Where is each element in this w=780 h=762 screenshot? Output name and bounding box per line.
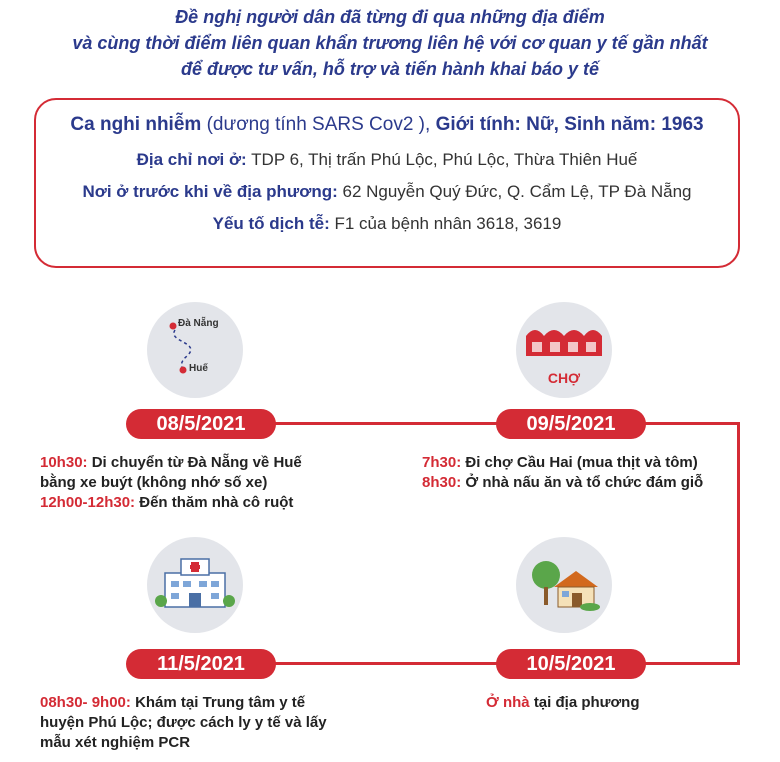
intro-line-2: và cùng thời điểm liên quan khẩn trương liên hệ với cơ quan y tế gần nhất — [72, 33, 708, 53]
event-0805-time-2: 12h00-12h30: — [40, 494, 136, 511]
city-label-da-nang: Đà Nẵng — [178, 318, 219, 329]
event-0905-time-1: 7h30: — [422, 454, 462, 471]
gender-value: Nữ, — [526, 114, 559, 135]
event-0805-line-2 — [40, 493, 370, 513]
event-1105-time-1: 08h30- 9h00: — [40, 694, 131, 711]
hospital-icon — [147, 537, 243, 633]
case-title-label: Ca nghi nhiễm — [70, 114, 202, 135]
hospital-building-icon — [147, 537, 243, 633]
event-1005-text: tại địa phương — [533, 694, 640, 711]
event-1105-text-1a: Khám tại Trung tâm y tế — [135, 694, 306, 711]
event-0805-text-1b: bằng xe buýt (không nhớ số xe) — [40, 474, 268, 491]
route-path-icon — [147, 302, 243, 398]
timeline-connector-top — [200, 422, 740, 425]
previous-address-value: 62 Nguyễn Quý Đức, Q. Cẩm Lệ, TP Đà Nẵng — [342, 182, 692, 201]
previous-address-line — [36, 182, 738, 202]
event-0805-text-2: Đến thăm nhà cô ruột — [139, 494, 294, 511]
event-1105 — [40, 693, 370, 753]
event-0905-text-1: Đi chợ Cầu Hai (mua thịt và tôm) — [465, 454, 698, 471]
previous-address-label: Nơi ở trước khi về địa phương: — [82, 182, 338, 201]
event-1005-highlight: Ở nhà — [486, 694, 530, 711]
event-0805 — [40, 453, 370, 513]
city-label-hue: Huế — [189, 363, 208, 374]
event-1105-text-1b: huyện Phú Lộc; được cách ly y tế và lấy — [40, 714, 327, 731]
home-icon — [516, 537, 612, 633]
date-pill-0905: 09/5/2021 — [496, 409, 646, 439]
case-title-detail: (dương tính SARS Cov2 ), — [206, 114, 431, 135]
event-1105-line-1 — [40, 693, 370, 713]
house-tree-icon — [516, 537, 612, 633]
birth-value: 1963 — [661, 114, 704, 135]
date-pill-0805: 08/5/2021 — [126, 409, 276, 439]
intro-line-3: để được tư vấn, hỗ trợ và tiến hành khai báo y tế — [181, 59, 599, 79]
event-0805-time-1: 10h30: — [40, 454, 88, 471]
date-pill-1005: 10/5/2021 — [496, 649, 646, 679]
event-0905-line-1 — [422, 453, 742, 473]
birth-label: Sinh năm: — [564, 114, 657, 135]
intro-text — [0, 4, 780, 82]
timeline-connector-bottom — [200, 662, 740, 665]
route-map-icon — [147, 302, 243, 398]
event-0805-text-1a: Di chuyển từ Đà Nẵng về Huế — [91, 454, 302, 471]
address-label: Địa chỉ nơi ở: — [136, 150, 247, 169]
case-title-line — [36, 114, 738, 136]
epidemiology-line — [36, 214, 738, 234]
intro-line-1: Đề nghị người dân đã từng đi qua những địa điểm — [175, 7, 605, 27]
gender-label: Giới tính: — [435, 114, 521, 135]
address-value: TDP 6, Thị trấn Phú Lộc, Phú Lộc, Thừa Thiên Huế — [251, 150, 638, 169]
case-info-box — [34, 98, 740, 268]
event-0905-time-2: 8h30: — [422, 474, 462, 491]
event-0905-text-2: Ở nhà nấu ăn và tổ chức đám giỗ — [465, 474, 704, 491]
event-1105-text-1c: mẫu xét nghiệm PCR — [40, 734, 191, 751]
address-line — [36, 150, 738, 170]
epidemiology-value: F1 của bệnh nhân 3618, 3619 — [334, 214, 562, 233]
event-0805-line-1 — [40, 453, 370, 473]
epidemiology-label: Yếu tố dịch tễ: — [212, 214, 330, 233]
event-0905 — [422, 453, 742, 493]
market-label: CHỢ — [547, 370, 581, 386]
market-icon — [516, 302, 612, 398]
event-1005 — [486, 693, 746, 713]
event-0905-line-2 — [422, 473, 742, 493]
date-pill-1105: 11/5/2021 — [126, 649, 276, 679]
